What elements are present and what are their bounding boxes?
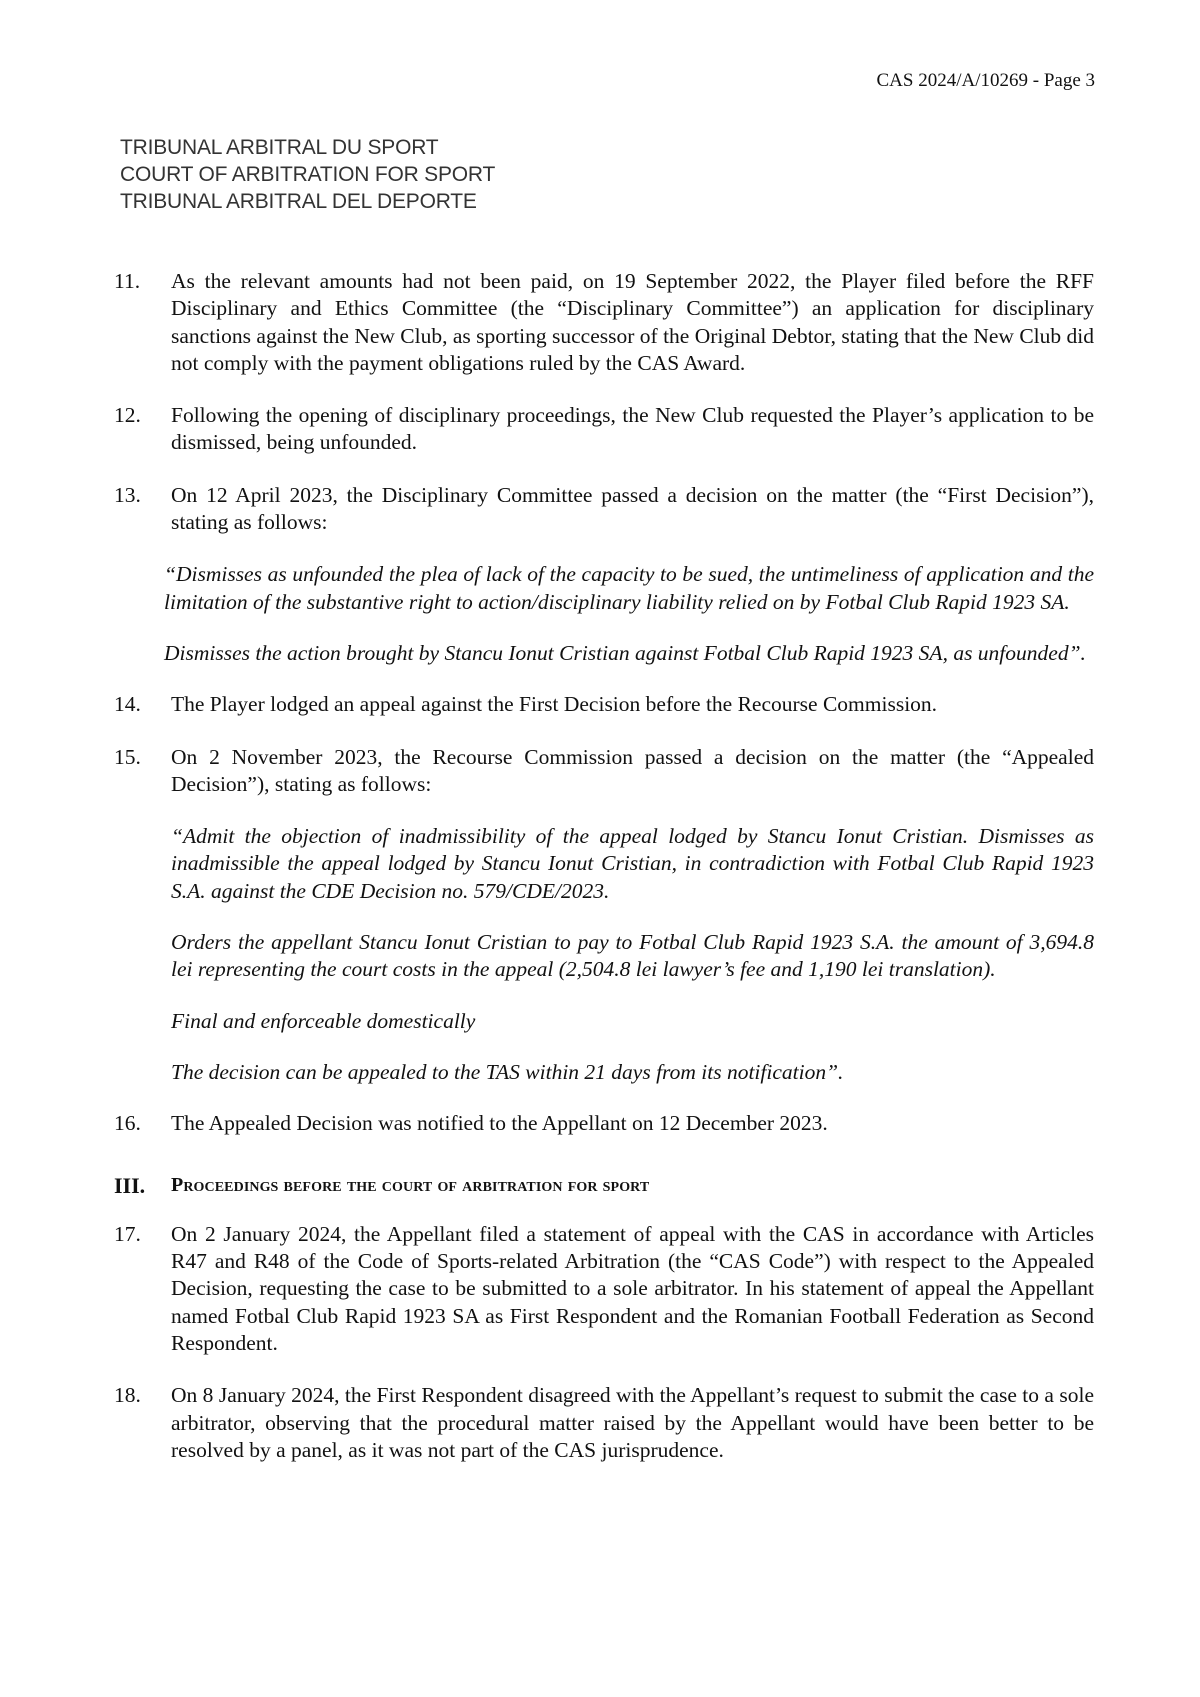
letterhead-line-english: COURT OF ARBITRATION FOR SPORT: [120, 163, 496, 186]
letterhead-line-french: TRIBUNAL ARBITRAL DU SPORT: [120, 136, 439, 159]
paragraph-text: The Appealed Decision was notified to the Appellant on 12 December 2023.: [171, 1111, 828, 1136]
paragraph-number: 12.: [114, 403, 141, 428]
page-reference: CAS 2024/A/10269 - Page 3: [876, 70, 1095, 91]
paragraph-15: [114, 744, 1094, 799]
paragraph-text: On 2 January 2024, the Appellant filed a statement of appeal with the CAS in accordance with Articles R47 and R48 of the Code of Sports-related Arbitration (the “CAS Code”) with respect to the Appealed Decision, requesting the case to be submitted to a sole arbitrator. In his statement of appeal the Appellant named Fotbal Club Rapid 1923 SA as First Respondent and the Romanian Football Federation as Second Respondent.: [171, 1221, 1094, 1356]
paragraph-number: 18.: [114, 1383, 141, 1408]
paragraph-text: As the relevant amounts had not been paid, on 19 September 2022, the Player filed before the RFF Disciplinary and Ethics Committee (the “Disciplinary Committee”) an application for disciplinary sanctions against the New Club, as sporting successor of the Original Debtor, stating that the New Club did not comply with the payment obligations ruled by the CAS Award.: [171, 269, 1094, 375]
section-number: III.: [114, 1172, 146, 1198]
paragraph-number: 11.: [114, 269, 141, 293]
paragraph-number: 17.: [114, 1221, 141, 1246]
appealed-decision-quote-3: Final and enforceable domestically: [171, 1008, 476, 1033]
paragraph-number: 14.: [114, 692, 141, 717]
paragraph-12: [114, 402, 1094, 457]
paragraph-text: Following the opening of disciplinary proceedings, the New Club requested the Player’s application to be dismissed, being unfounded.: [171, 403, 1094, 455]
paragraph-13: [114, 482, 1094, 537]
paragraph-text: On 2 November 2023, the Recourse Commission passed a decision on the matter (the “Appealed Decision”), stating as follows:: [171, 744, 1094, 796]
first-decision-quote-2: Dismisses the action brought by Stancu Ionut Cristian against Fotbal Club Rapid 1923 SA, as unfounded”.: [164, 640, 1086, 665]
appealed-decision-quote-2: Orders the appellant Stancu Ionut Cristian to pay to Fotbal Club Rapid 1923 S.A. the amount of 3,694.8 lei representing the court costs in the appeal (2,504.8 lei lawyer’s fee and 1,190 lei translation).: [171, 930, 1094, 982]
section-title: Proceedings before the court of arbitration for sport: [171, 1173, 650, 1196]
paragraph-11: [114, 268, 1094, 377]
paragraph-number: 13.: [114, 482, 141, 507]
paragraph-number: 15.: [114, 744, 141, 769]
paragraph-text: On 8 January 2024, the First Respondent disagreed with the Appellant’s request to submit the case to a sole arbitrator, observing that the procedural matter raised by the Appellant would have been better to be resolved by a panel, as it was not part of the CAS jurisprudence.: [171, 1383, 1094, 1462]
section-heading-iii: [114, 1172, 1094, 1199]
letterhead: [120, 134, 495, 215]
letterhead-line-spanish: TRIBUNAL ARBITRAL DEL DEPORTE: [120, 190, 477, 213]
first-decision-quote-1: “Dismisses as unfounded the plea of lack of the capacity to be sued, the untimeliness of application and the limitation of the substantive right to action/disciplinary liability relied on by Fotbal Club Rapid 1923 SA.: [164, 562, 1094, 614]
paragraph-18: [114, 1382, 1094, 1464]
appealed-decision-quote-1: “Admit the objection of inadmissibility of the appeal lodged by Stancu Ionut Cristian. Dismisses as inadmissible the appeal lodged by Stancu Ionut Cristian, in contradiction with Fotbal Club Rapid 1923 S.A. against the CDE Decision no. 579/CDE/2023.: [171, 824, 1094, 903]
appealed-decision-quote-4: The decision can be appealed to the TAS within 21 days from its notification”.: [171, 1059, 844, 1084]
paragraph-number: 16.: [114, 1111, 141, 1136]
paragraph-text: On 12 April 2023, the Disciplinary Committee passed a decision on the matter (the “First Decision”), stating as follows:: [171, 482, 1094, 535]
paragraph-text: The Player lodged an appeal against the First Decision before the Recourse Commission.: [171, 692, 938, 717]
paragraph-17: [114, 1221, 1094, 1357]
paragraph-14: [114, 691, 1094, 718]
document-body: [114, 268, 1094, 1489]
paragraph-16: [114, 1110, 1094, 1137]
